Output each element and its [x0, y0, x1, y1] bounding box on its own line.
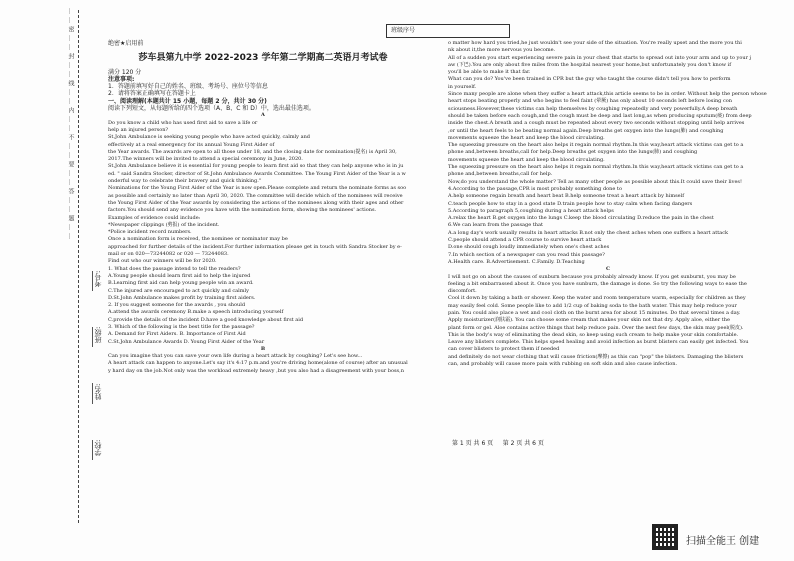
passage-line: sciousness.However,these victims can help themselves by coughing repeatedly and very powerfully.A deep breath	[448, 105, 738, 112]
passage-line: ed. " said Sandra Stocker, director of St.John Ambulance Awards Committee. The Young First Aider of the Year is a w	[108, 170, 406, 177]
exam-number-field[interactable]: 考号:	[92, 271, 103, 291]
passage-line: and definitely do not wear clothing that will cause friction(摩擦) as this can "pop" the blisters. Damaging the blisters	[448, 353, 744, 360]
passage-line: Apply moisturizer(润肤霜). You can choose some cream that makes your skin not that dry. Apply aloe, either the	[448, 317, 730, 324]
section-heading: 一、阅读理解(本题共计 15 小题，每题 2 分，共计 30 分)	[108, 97, 267, 105]
binding-line	[78, 10, 79, 523]
class-field[interactable]: 班级:	[92, 327, 103, 347]
notice-title: 注意事项:	[108, 75, 135, 83]
passage-line: A. Demand for First Aiders. B. Importance of First Aid	[108, 331, 246, 338]
passage-line: nk about it,the more nervous you become.	[448, 47, 556, 54]
passage-line: A	[261, 112, 265, 119]
right-passage	[448, 40, 768, 368]
passage-line: phone and,between breaths,call for help.	[448, 171, 553, 178]
passage-line: Leave any blisters complete. This helps speed healing and avoid infection as burst blisters can easily get infected. You	[448, 339, 749, 346]
passage-line: feeling a bit embarrassed about it. Once you have sunburn, the damage is done. So try the following ways to ease the	[448, 280, 747, 287]
passage-line: the Year awards. The awards are open to all those under 18, and the closing date for nomination(提名) is April 30,	[108, 148, 397, 155]
left-column	[108, 40, 418, 375]
passage-line: 2. If you suggest someone for the awards , you should	[108, 302, 246, 309]
passage-line: Do you know a child who has used first aid to save a life or	[108, 119, 258, 126]
passage-line: heart stops beating properly and who begins to feel faint (晕厥) has only about 10 seconds left before losing con	[448, 98, 733, 105]
passage-line: Find out who our winners will be for 2020.	[108, 258, 217, 265]
passage-line: D.one should cough loudly immediately when one's chest aches	[448, 244, 610, 251]
passage-line: should be taken before each cough,and the cough must be deep and last long,as when producing sputum(痰) from deep	[448, 112, 752, 119]
passage-line: B	[260, 345, 266, 352]
passage-line: inside the chest.A breath and a cough must be repeated about every two seconds without stopping until help arrives	[448, 120, 745, 127]
passage-line: Once a nomination form is received, the nominee or nominator may be	[108, 236, 288, 243]
passage-line: St.John Ambulance believe it is essential for young people to learn first aid so that they can help anyone who is in ju	[108, 163, 404, 170]
passage-line: ,or until the heart feels to be beating normal again.Deep breaths get oxygen into the lungs(肺) and coughing	[448, 127, 724, 134]
school-field[interactable]: 学校:	[92, 440, 103, 460]
passage-line: you'll be able to make it that far.	[448, 69, 531, 76]
passage-line: factors.You should send any evidence you have with the nomination form, showing the nominees' actions.	[108, 207, 377, 214]
seat-number-box[interactable]: 班级序号	[386, 24, 510, 38]
passage-line: C.teach people how to stay in a good state D.train people how to stay calm when facing dangers	[448, 200, 693, 207]
passage-line: 7.In which section of a newspaper can you read this passage?	[448, 251, 605, 258]
passage-line: phone and,between breaths,call for help.Deep breaths get oxygen into the lungs(肺) and coughing	[448, 149, 698, 156]
passage-line: Can you imagine that you can save your own life during a heart attack by coughing? Let's see how...	[108, 353, 363, 360]
section-instructions: 阅读下列短文，从每题所给的四个选项（A、B、C 和 D）中，选出最佳选项。	[108, 105, 315, 113]
passage-line: C.The injured are encouraged to act quickly and calmly	[108, 287, 249, 294]
passage-line: A.Health care. B.Advertisement. C.Family. D.Teaching	[448, 258, 585, 265]
passage-line: Nominations for the Young First Aider of the Year is now open.Please complete and return the nominate forms as soo	[108, 185, 407, 192]
passage-line: I will not go on about the causes of sunburn because you probably already know. If you get sunburnt, you may be	[448, 273, 736, 280]
passage-line: plant form or gel. Aloe contains active things that help reduce pain. Over the next few days, the skin may peel(脱皮).	[448, 324, 744, 331]
secret-mark: 绝密★启用前	[108, 40, 144, 47]
passage-line: can, and probably will cause more pain with rubbing on soft skin and also cause infection.	[448, 361, 678, 368]
passage-line: A.relax the heart B.get oxygen into the lungs C.keep the blood circulating D.reduce the pain in the chest	[448, 215, 714, 222]
passage-line: What can you do? You've been trained in CPR but the guy who taught the course didn't tell you how to perform	[448, 76, 731, 83]
passage-line: St.John Ambulance is seeking young people who have acted quickly, calmly and	[108, 134, 310, 141]
passage-line: A heart attack can happen to anyone.Let's say it's 4:17 p.m.and you're driving home(alone of course) after an unusual	[108, 360, 408, 367]
binding-label: ……密……封……线……内……不……要……答……题……	[67, 8, 74, 242]
passage-line: movements squeeze the heart and keep the blood circulating.	[448, 134, 605, 141]
passage-line: may easily feel cold. Some people like to add 1/2 cup of baking soda to the bath water. This may help reduce your	[448, 302, 737, 309]
passage-line: A.help someone regain breath and heart beat B.help someone treat a heart attack by himself	[448, 193, 685, 200]
passage-line: C	[606, 266, 610, 273]
passage-line: Cool it down by taking a bath or shower. Keep the water and room temperature warm, especially for children as they	[448, 295, 746, 302]
passage-line: 6.We can learn from the passage that	[448, 222, 544, 229]
passage-line: movements squeeze the heart and keep the blood circulating.	[448, 156, 605, 163]
passage-line: 4.According to the passage,CPR is most probably something done to	[448, 185, 622, 192]
passage-line: 2017.The winners will be invited to attend a special ceremony in June, 2020.	[108, 156, 303, 163]
passage-line: B.Learning first aid can help young people win an award.	[108, 280, 254, 287]
passage-line: 1. What does the passage intend to tell the readers?	[108, 265, 241, 272]
scanner-watermark: 扫描全能王 创建	[686, 536, 760, 547]
passage-line: This is the body's way of eliminating the dead skin, so keep using such cream to help make your skin comfortable.	[448, 331, 739, 338]
passage-line: can cover blisters to protect them if needed	[448, 346, 560, 353]
qr-code-icon	[652, 524, 678, 550]
passage-line: effectively at a real emergency for its annual Young First Aider of	[108, 141, 275, 148]
passage-line: D.St.John Ambulance makes profit by training first aiders.	[108, 294, 256, 301]
right-column	[448, 40, 768, 368]
passage-line: 3. Which of the following is the best title for the passage?	[108, 323, 255, 330]
page-number-right: 第 2 页 共 6 页	[502, 440, 544, 447]
score-line: 满分 120 分	[108, 68, 142, 76]
notice-2: 2．请将答案正确填写在答题卡上	[108, 90, 196, 98]
passage-line: Since many people are alone when they suffer a heart attack,this article seems to be in order. Without help the person whose	[448, 91, 767, 98]
notice-1: 1．答题前填写好自己的姓名、班级、考场号、座位号等信息	[108, 83, 268, 91]
passage-line: aw (下巴).You are only about five miles from the hospital nearest your home,but unfortunately you don't know if	[448, 61, 732, 68]
passage-line: A.Young people should learn first aid to help the injured	[108, 272, 251, 279]
student-info-fields	[92, 160, 103, 460]
passage-line: y hard day on the job.Not only was the workload extremely heavy ,but you also had a disagreement with your boss,n	[108, 367, 404, 374]
passage-line: pain. You could also place a wet and cool cloth on the burnt area for about 15 minutes. Do that several times a day.	[448, 309, 741, 316]
page-footer	[452, 438, 544, 447]
passage-line: Examples of evidence could include:	[108, 214, 201, 221]
passage-line: help an injured person?	[108, 126, 169, 133]
passage-line: The squeezing pressure on the heart also helps it regain normal rhythm.In this way,heart attack victims can get to a	[448, 164, 744, 171]
passage-line: C.people should attend a CPR course to survive heart attack	[448, 237, 602, 244]
passage-line: Now,do you understand the whole matter? Tell as many other people as possible about this.It could save their lives!	[448, 178, 742, 185]
page-number-left: 第 1 页 共 6 页	[452, 440, 494, 447]
left-passage	[108, 112, 418, 375]
passage-line: discomfort.	[448, 288, 477, 295]
passage-line: The squeezing pressure on the heart also helps it regain normal rhythm.In this way,heart attack victims can get to a	[448, 142, 744, 149]
passage-line: C.St.John Ambulance Awards D. Young First Aider of the Year	[108, 338, 265, 345]
name-field[interactable]: 姓名:	[92, 383, 103, 403]
passage-line: C.provide the details of the incident D.have a good knowledge about first aid	[108, 316, 304, 323]
passage-line: mail or on 020—73244082 or 020 — 73244083.	[108, 251, 229, 258]
passage-line: A.attend the awards ceremony B.make a speech introducing yourself	[108, 309, 284, 316]
passage-line: onderful way to celebrate their bravery and quick thinking."	[108, 178, 262, 185]
passage-line: A.a long day's work usually results in heart attacks B.not only the chest aches when one suffers a heart attack	[448, 229, 729, 236]
passage-line: All of a sudden you start experiencing severe pain in your chest that starts to spread out into your arm and up to your j	[448, 54, 752, 61]
passage-line: o matter how hard you tried,he just wouldn't see your side of the situation. You're really upset and the more you thi	[448, 40, 742, 46]
passage-line: as possible and certainly no later than April 30, 2020. The committee will decide which of the nominees will receive	[108, 192, 403, 199]
passage-line: *Police incident record numbers.	[108, 229, 192, 236]
passage-line: approached for further details of the incident.For further information please get in touch with Sandra Stocker by e-	[108, 243, 402, 250]
passage-line: *Newspaper clippings (剪报) of the incident.	[108, 221, 220, 228]
passage-line: in yourself.	[448, 83, 477, 90]
exam-title: 莎车县第九中学 2022-2023 学年第二学期高二英语月考试卷	[138, 53, 388, 64]
passage-line: 5.According to paragraph 5,coughing during a heart attack helps	[448, 207, 614, 214]
passage-line: the Young First Aider of the Year awards by considering the actions of the nominees along with their ages and other	[108, 199, 404, 206]
